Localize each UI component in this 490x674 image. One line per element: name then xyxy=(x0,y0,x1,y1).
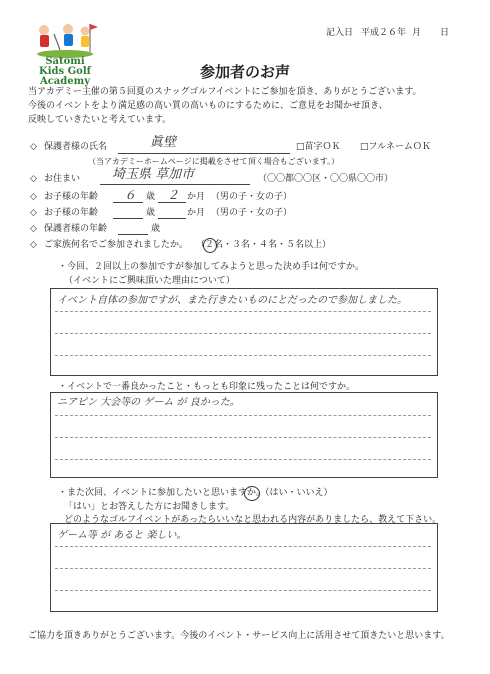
answer-box-3[interactable] xyxy=(50,523,438,612)
logo-text-kids-golf: Kids Golf xyxy=(39,66,91,77)
question-3: ・また次回、イベントに参加したいと思いますか。（はい・いいえ） xyxy=(58,488,333,498)
answer-3-guide-line xyxy=(55,590,431,591)
intro-line-2: 今後のイベントをより満足感の高い質の高いものにするために、ご意見をお聞かせ頂き、 xyxy=(28,101,388,111)
guardian-name-value: 眞壁 xyxy=(150,135,177,150)
intro-line-3: 反映していきたいと考えています。 xyxy=(28,115,172,125)
question-3-sub-2: どのようなゴルフイベントがあったらいいなと思われる内容がありましたら、教えて下さい。 xyxy=(64,515,442,525)
intro-line-1: 当アカデミー主催の第５回夏のスナッグゴルフイベントにご参加を頂き、ありがとうございます。 xyxy=(28,87,422,97)
answer-1-guide-line xyxy=(55,355,431,356)
years-unit: 歳 xyxy=(151,224,161,234)
answer-1-guide-line xyxy=(55,311,431,312)
child1-age-years: ６ xyxy=(124,188,137,202)
q3-yes-selected-circle xyxy=(244,486,260,501)
child1-years-underline xyxy=(113,202,143,203)
address-underline xyxy=(100,184,250,185)
answer-box-2[interactable] xyxy=(50,392,438,478)
answer-2-guide-line xyxy=(55,415,431,416)
diamond-icon: ◇ xyxy=(30,142,37,152)
child2-age-label: お子様の年齢 xyxy=(44,208,99,218)
logo-text-academy: Academy xyxy=(39,76,91,87)
child2-gender-choice[interactable]: （男の子・女の子） xyxy=(211,208,293,218)
guardian-age-label: 保護者様の年齢 xyxy=(44,224,108,234)
answer-2-text: ニアピン 大会等の ゲーム が 良かった。 xyxy=(57,397,240,408)
diamond-icon: ◇ xyxy=(30,208,37,218)
diamond-icon: ◇ xyxy=(30,224,37,234)
option-surname-ok[interactable]: □苗字ＯＫ xyxy=(296,142,341,152)
diamond-icon: ◇ xyxy=(30,174,37,184)
months-unit: か月 xyxy=(187,208,206,218)
answer-1-text: イベント自体の参加ですが、また行きたいものにとだったので参加しました。 xyxy=(57,295,407,306)
logo-text-satomi: Satomi xyxy=(45,56,85,67)
entry-date-month: 月 xyxy=(412,28,422,38)
entry-date-day: 日 xyxy=(440,28,450,38)
address-label: お住まい xyxy=(44,174,81,184)
answer-2-guide-line xyxy=(55,459,431,460)
answer-3-text: ゲーム等 が あると 楽しい。 xyxy=(57,530,187,541)
child1-months-underline xyxy=(158,202,186,203)
answer-1-guide-line xyxy=(55,333,431,334)
child2-years-underline xyxy=(113,218,143,219)
family-count-options[interactable]: （２名・３名・４名・５名以上） xyxy=(196,240,332,250)
child1-age-label: お子様の年齢 xyxy=(44,192,99,202)
answer-2-guide-line xyxy=(55,437,431,438)
diamond-icon: ◇ xyxy=(30,240,37,250)
family-count-selected-circle xyxy=(203,238,217,253)
diamond-icon: ◇ xyxy=(30,192,37,202)
question-1: ・今回、２回以上の参加ですが参加してみようと思った決め手は何ですか。 xyxy=(58,262,365,272)
years-unit: 歳 xyxy=(146,208,156,218)
guardian-name-label: 保護者様の氏名 xyxy=(44,142,108,152)
entry-date-era-year: 平成２６年 xyxy=(361,28,407,38)
address-value: 埼玉県 草加市 xyxy=(112,167,195,182)
question-1-sub: （イベントにご興味頂いた理由について） xyxy=(64,276,235,286)
question-3-sub-1: 「はい」とお答えした方にお聞きします。 xyxy=(64,502,235,512)
answer-box-1[interactable] xyxy=(50,288,438,376)
page-title: 参加者のお声 xyxy=(199,63,290,81)
guardian-age-underline xyxy=(118,234,148,235)
option-fullname-ok[interactable]: □フルネームＯＫ xyxy=(360,142,431,152)
homepage-note: （当アカデミーホームページに掲載をさせて頂く場合もございます。） xyxy=(88,157,340,166)
footer-thanks: ご協力を頂きありがとうございます。今後のイベント・サービス向上に活用させて頂きたいと思います。 xyxy=(28,631,450,641)
answer-3-guide-line xyxy=(55,546,431,547)
child2-months-underline xyxy=(158,218,186,219)
child1-gender-choice[interactable]: （男の子・女の子） xyxy=(211,192,293,202)
family-count-label: ご家族何名でご参加されましたか。 xyxy=(44,240,189,250)
guardian-name-underline xyxy=(118,153,290,154)
entry-date-label: 記入日 xyxy=(326,28,354,38)
answer-3-guide-line xyxy=(55,568,431,569)
address-format-hint: （〇〇都〇〇区・〇〇県〇〇市） xyxy=(258,174,394,184)
years-unit: 歳 xyxy=(146,192,156,202)
kids-golfer-illustration xyxy=(30,20,100,58)
months-unit: か月 xyxy=(187,192,206,202)
child1-age-months: ２ xyxy=(167,188,180,202)
question-2: ・イベントで一番良かったこと・もっとも印象に残ったことは何ですか。 xyxy=(58,382,356,392)
